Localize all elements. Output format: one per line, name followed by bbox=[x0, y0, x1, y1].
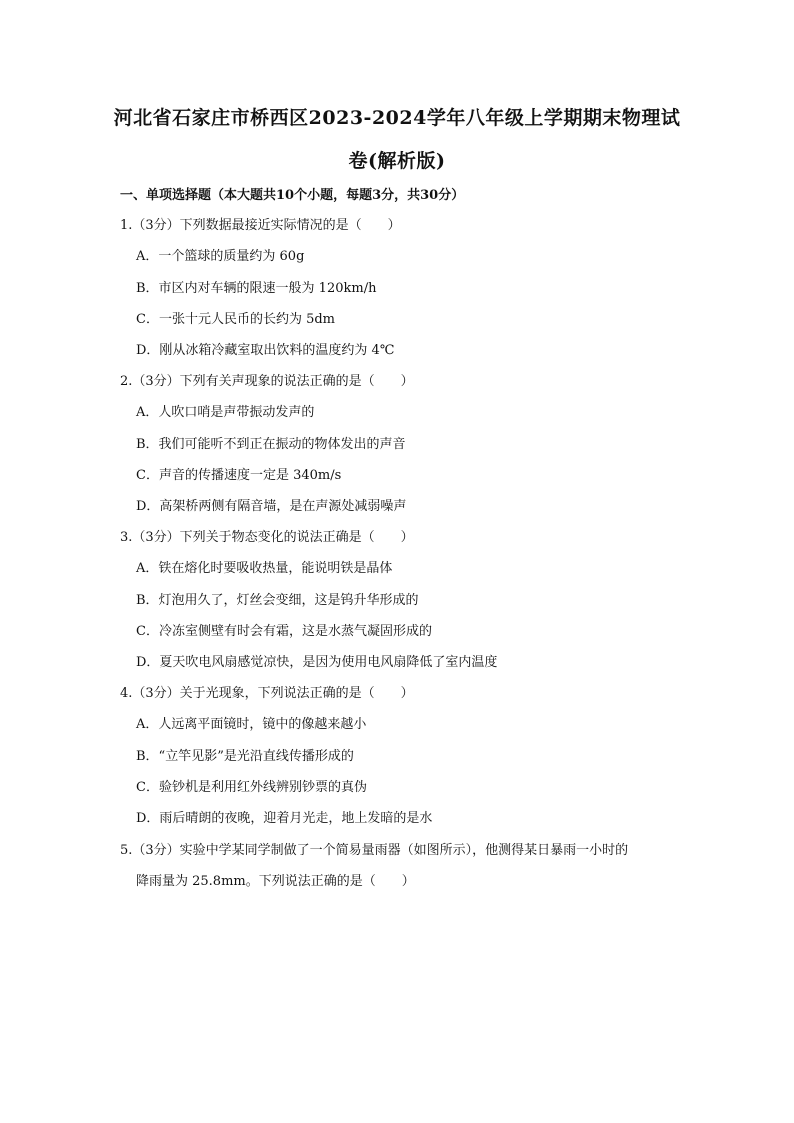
document-title-line2: 卷(解析版) bbox=[348, 150, 446, 172]
question-4-option-d: D．雨后晴朗的夜晚，迎着月光走，地上发暗的是水 bbox=[136, 811, 433, 826]
question-4-option-a: A．人远离平面镜时，镜中的像越来越小 bbox=[136, 717, 367, 732]
question-3-option-a: A．铁在熔化时要吸收热量，能说明铁是晶体 bbox=[136, 561, 393, 576]
question-3-option-c: C．冷冻室侧壁有时会有霜，这是水蒸气凝固形成的 bbox=[136, 624, 432, 639]
question-5-stem: 5.（3分）实验中学某同学制做了一个简易量雨器（如图所示），他测得某日暴雨一小时的 bbox=[120, 843, 629, 858]
question-4-option-c: C．验钞机是利用红外线辨别钞票的真伪 bbox=[136, 780, 367, 795]
question-4-option-b: B．“立竿见影”是光沿直线传播形成的 bbox=[136, 749, 354, 764]
question-2-option-a: A．人吹口哨是声带振动发声的 bbox=[136, 405, 315, 420]
question-2-stem: 2.（3分）下列有关声现象的说法正确的是（ ） bbox=[120, 374, 414, 389]
section-heading: 一、单项选择题（本大题共10个小题，每题3分，共30分） bbox=[120, 188, 465, 203]
question-2-option-b: B．我们可能听不到正在振动的物体发出的声音 bbox=[136, 437, 406, 452]
question-4-stem: 4.（3分）关于光现象，下列说法正确的是（ ） bbox=[120, 686, 414, 701]
question-1-option-b: B．市区内对车辆的限速一般为 120km/h bbox=[136, 281, 377, 296]
question-1-stem: 1.（3分）下列数据最接近实际情况的是（ ） bbox=[120, 218, 401, 233]
question-3-option-b: B．灯泡用久了，灯丝会变细，这是钨升华形成的 bbox=[136, 593, 419, 608]
question-3-stem: 3.（3分）下列关于物态变化的说法正确是（ ） bbox=[120, 530, 414, 545]
document-title-line1: 河北省石家庄市桥西区2023-2024学年八年级上学期期末物理试 bbox=[113, 107, 681, 129]
question-2-option-d: D．高架桥两侧有隔音墙，是在声源处减弱噪声 bbox=[136, 499, 407, 514]
question-1-option-a: A．一个篮球的质量约为 60g bbox=[136, 249, 305, 264]
question-5-stem-continuation: 降雨量为 25.8mm。下列说法正确的是（ ） bbox=[136, 874, 415, 889]
question-1-option-c: C．一张十元人民币的长约为 5dm bbox=[136, 312, 335, 327]
question-1-option-d: D．刚从冰箱冷藏室取出饮料的温度约为 4℃ bbox=[136, 343, 395, 358]
question-2-option-c: C．声音的传播速度一定是 340m/s bbox=[136, 468, 342, 483]
question-3-option-d: D．夏天吹电风扇感觉凉快，是因为使用电风扇降低了室内温度 bbox=[136, 655, 498, 670]
